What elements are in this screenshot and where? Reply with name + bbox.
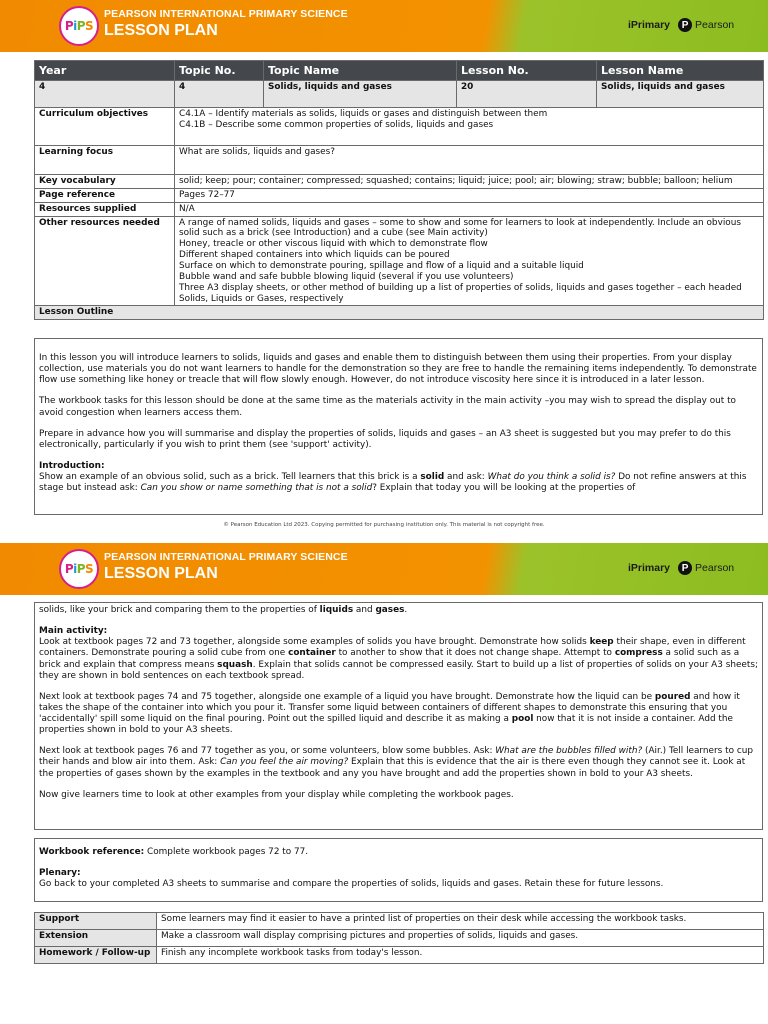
page1-banner	[0, 0, 768, 52]
label-support: Support	[35, 913, 157, 930]
label-page-reference: Page reference	[35, 188, 175, 202]
header-topic-name: Topic Name	[264, 61, 457, 81]
row-lesson-outline	[35, 306, 764, 320]
pearson-p-icon: P	[678, 18, 692, 32]
iprimary-logo: iPrimary	[628, 562, 671, 574]
introduction-text: Show an example of an obvious solid, such as a brick. Tell learners that this brick is a solid and ask: What do you think a solid is? Do not refine answers at this stage but instead ask: Can you show or name something that is not a solid? Explain that today you will be looking at the properties of	[39, 472, 747, 494]
lesson-outline-box	[34, 338, 763, 515]
outline-paragraph-1: In this lesson you will introduce learners to solids, liquids and gases and enable them to distinguish between them using their properties. From your display collection, use materials you do not want learners to handle for the demonstration so they are free to handle the remaining items independently. To demonstrate flow use something like honey or treacle that will flow slowly enough. However, do not introduce viscosity here since it is introduced in a later lesson.	[39, 353, 757, 386]
value-year: 4	[35, 81, 175, 108]
row-other-resources	[35, 216, 764, 306]
value-support: Some learners may find it easier to have a printed list of properties on their desk while accessing the workbook tasks.	[157, 913, 764, 930]
value-key-vocabulary: solid; keep; pour; container; compressed; squashed; contains; liquid; juice; pool; air; blowing; straw; bubble; balloon; helium	[175, 175, 764, 189]
row-homework	[35, 947, 764, 964]
introduction-heading: Introduction:	[39, 460, 105, 471]
value-lesson-no: 20	[457, 81, 597, 108]
pearson-logo: Pearson	[695, 19, 735, 31]
continued-text: solids, like your brick and comparing them to the properties of liquids and gases.	[39, 605, 408, 615]
pearson-logo: Pearson	[695, 562, 735, 574]
page2-banner	[0, 543, 768, 595]
header-year: Year	[35, 61, 175, 81]
value-page-reference: Pages 72–77	[175, 188, 764, 202]
main-activity-para-4: Now give learners time to look at other examples from your display while completing the workbook pages.	[39, 789, 514, 800]
lesson-details-table	[34, 60, 764, 320]
label-curriculum: Curriculum objectives	[35, 108, 175, 146]
row-extension	[35, 930, 764, 947]
row-page-reference	[35, 188, 764, 202]
label-extension: Extension	[35, 930, 157, 947]
value-other-resources: A range of named solids, liquids and gases – some to show and some for learners to look at independently. Include an obvious solid such as a brick (see Introduction) and a cube (see Main activity) Honey, treacle or other viscous liquid with which to demonstrate flow Different shaped containers into which liquids can be poured Surface on which to demonstrate pouring, spillage and flow of a liquid and a suitable liquid Bubble wand and safe bubble blowing liquid (several if you use volunteers) Three A3 display sheets, or other method of building up a list of properties of solids, liquids and gases together – each headed Solids, Liquids or Gases, respectively	[175, 216, 764, 306]
row-learning-focus	[35, 146, 764, 175]
label-homework: Homework / Follow-up	[35, 947, 157, 964]
plenary-heading: Plenary:	[39, 868, 81, 879]
label-learning-focus: Learning focus	[35, 146, 175, 175]
header-topic-no: Topic No.	[175, 61, 264, 81]
brand-logos	[628, 561, 734, 575]
brand-logos	[628, 18, 734, 32]
workbook-reference: Workbook reference: Complete workbook pages 72 to 77.	[39, 847, 309, 857]
value-learning-focus: What are solids, liquids and gases?	[175, 146, 764, 175]
value-homework: Finish any incomplete workbook tasks from today's lesson.	[157, 947, 764, 964]
iprimary-logo: iPrimary	[628, 19, 671, 31]
workbook-plenary-box	[34, 838, 763, 902]
row-key-vocabulary	[35, 175, 764, 189]
value-resources-supplied: N/A	[175, 202, 764, 216]
main-activity-para-1: Look at textbook pages 72 and 73 together, alongside some examples of solids you have brought. Demonstrate how solids keep their shape, even in different containers. Demonstrate pouring a solid cube from one container to another to show that it does not change shape. Attempt to compress a solid such as a brick and explain that compress means squash. Explain that solids cannot be compressed easily. Start to build up a list of properties of solids on your A3 sheets; they are shown in bold sentences on each textbook spread.	[39, 637, 758, 681]
main-activity-box	[34, 602, 763, 830]
row-support	[35, 913, 764, 930]
main-activity-heading: Main activity:	[39, 626, 108, 637]
value-topic-name: Solids, liquids and gases	[264, 81, 457, 108]
value-curriculum: C4.1A – Identify materials as solids, liquids or gases and distinguish between them C4.1B – Describe some common properties of solids, liquids and gases	[175, 108, 764, 146]
label-resources-supplied: Resources supplied	[35, 202, 175, 216]
outline-paragraph-2: The workbook tasks for this lesson should be done at the same time as the materials activity in the main activity –you may wish to spread the display out to avoid congestion when learners access them.	[39, 396, 736, 418]
value-lesson-name: Solids, liquids and gases	[597, 81, 764, 108]
banner-title: PEARSON INTERNATIONAL PRIMARY SCIENCE LESSON PLAN	[104, 551, 348, 582]
plenary-text: Go back to your completed A3 sheets to summarise and compare the properties of solids, liquids and gases. Retain these for future lessons.	[39, 879, 664, 890]
row-resources-supplied	[35, 202, 764, 216]
label-key-vocabulary: Key vocabulary	[35, 175, 175, 189]
header-lesson-name: Lesson Name	[597, 61, 764, 81]
value-extension: Make a classroom wall display comprising pictures and properties of solids, liquids and gases.	[157, 930, 764, 947]
outline-paragraph-3: Prepare in advance how you will summarise and display the properties of solids, liquids and gases – an A3 sheet is suggested but you may prefer to do this electronically, particularly if you wish to print them (see 'support' activity).	[39, 428, 731, 450]
table-header-row	[35, 61, 764, 81]
row-curriculum	[35, 108, 764, 146]
main-activity-para-2: Next look at textbook pages 74 and 75 together, alongside one example of a liquid you have brought. Demonstrate how the liquid can be poured and how it takes the shape of the container into which you pour it. Transfer some liquid between containers of different shapes to demonstrate this ensuring that you 'accidentally' spill some liquid on the final pouring. Point out the spilled liquid and describe it as making a pool now that it is not inside a container. Add the properties shown in bold to your A3 sheets.	[39, 691, 740, 736]
header-lesson-no: Lesson No.	[457, 61, 597, 81]
pips-logo: P i P S	[59, 549, 99, 589]
banner-title: PEARSON INTERNATIONAL PRIMARY SCIENCE LESSON PLAN	[104, 8, 348, 39]
copyright-footer: © Pearson Education Ltd 2023. Copying permitted for purchasing institution only. This material is not copyright free.	[223, 522, 545, 528]
value-topic-no: 4	[175, 81, 264, 108]
label-lesson-outline: Lesson Outline	[35, 306, 764, 320]
label-other-resources: Other resources needed	[35, 216, 175, 306]
pips-logo: P i P S	[59, 6, 99, 46]
main-activity-para-3: Next look at textbook pages 76 and 77 together as you, or some volunteers, blow some bubbles. Ask: What are the bubbles filled with? (Air.) Tell learners to cup their hands and blow air into them. Ask: Can you feel the air moving? Explain that this is evidence that the air is there even though they cannot see it. Look at the properties of gases shown by the examples in the textbook and any you have brought and add the properties shown in bold to your A3 sheets.	[39, 746, 753, 779]
table-values-row	[35, 81, 764, 108]
support-table	[34, 912, 764, 964]
pearson-p-icon: P	[678, 561, 692, 575]
